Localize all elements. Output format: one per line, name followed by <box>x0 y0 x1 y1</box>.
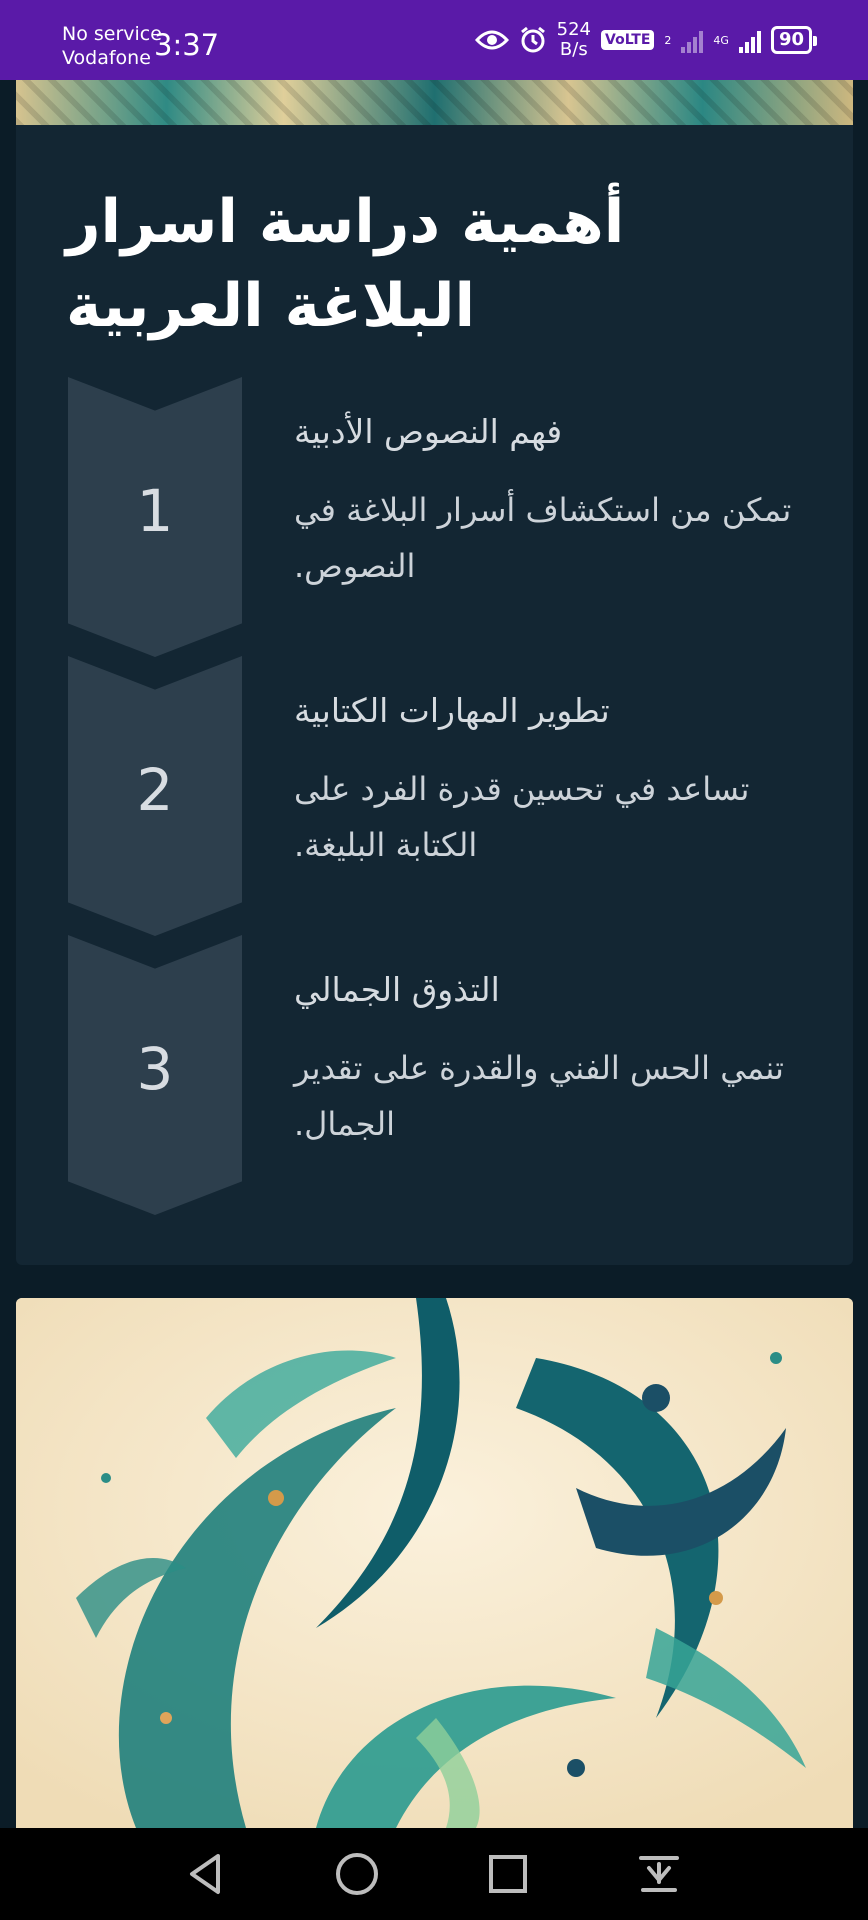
alarm-icon <box>519 26 547 54</box>
battery-level: 90 <box>778 29 804 50</box>
importance-card <box>16 125 853 1265</box>
step-title: تطوير المهارات الكتابية <box>294 691 610 730</box>
step-description: تنمي الحس الفني والقدرة على تقدير الجمال. <box>294 1049 784 1143</box>
sim2-label: 2 <box>664 33 672 47</box>
step-item <box>16 935 853 1215</box>
step-title: فهم النصوص الأدبية <box>294 412 563 451</box>
step-number: 1 <box>136 477 174 545</box>
battery-icon <box>771 26 812 54</box>
carrier-info <box>62 22 162 70</box>
network-speed-value: 524 <box>556 19 591 40</box>
step-description: تساعد في تحسين قدرة الفرد على الكتابة البليغة. <box>294 770 750 864</box>
step-item <box>16 656 853 936</box>
step-description: تمكن من استكشاف أسرار البلاغة في النصوص. <box>294 491 792 585</box>
network-speed-unit: B/s <box>559 39 588 60</box>
step-number: 2 <box>136 756 174 824</box>
clock: 3:37 <box>154 28 220 62</box>
step-number: 3 <box>136 1035 174 1103</box>
step-title: التذوق الجمالي <box>294 970 500 1009</box>
recents-icon[interactable] <box>476 1842 540 1906</box>
navigation-bar <box>0 1828 868 1920</box>
carrier-name: Vodafone <box>62 47 151 69</box>
signal-icon-sim2 <box>681 27 703 53</box>
status-bar <box>0 0 868 80</box>
signal-icon <box>739 27 761 53</box>
calligraphy-artwork <box>16 1298 853 1828</box>
eye-icon <box>475 28 509 52</box>
step-item <box>16 377 853 657</box>
network-speed <box>557 20 591 60</box>
status-icons <box>475 20 812 60</box>
home-icon[interactable] <box>325 1842 389 1906</box>
volte-badge: VoLTE <box>601 30 654 50</box>
carrier-status: No service <box>62 23 162 45</box>
back-icon[interactable] <box>174 1842 238 1906</box>
section-title: أهمية دراسة اسرار البلاغة العربية <box>66 187 625 341</box>
download-icon[interactable] <box>627 1842 691 1906</box>
calligraphy-image <box>16 1298 853 1828</box>
lte-label: 4G <box>713 33 729 47</box>
header-image <box>16 80 853 125</box>
